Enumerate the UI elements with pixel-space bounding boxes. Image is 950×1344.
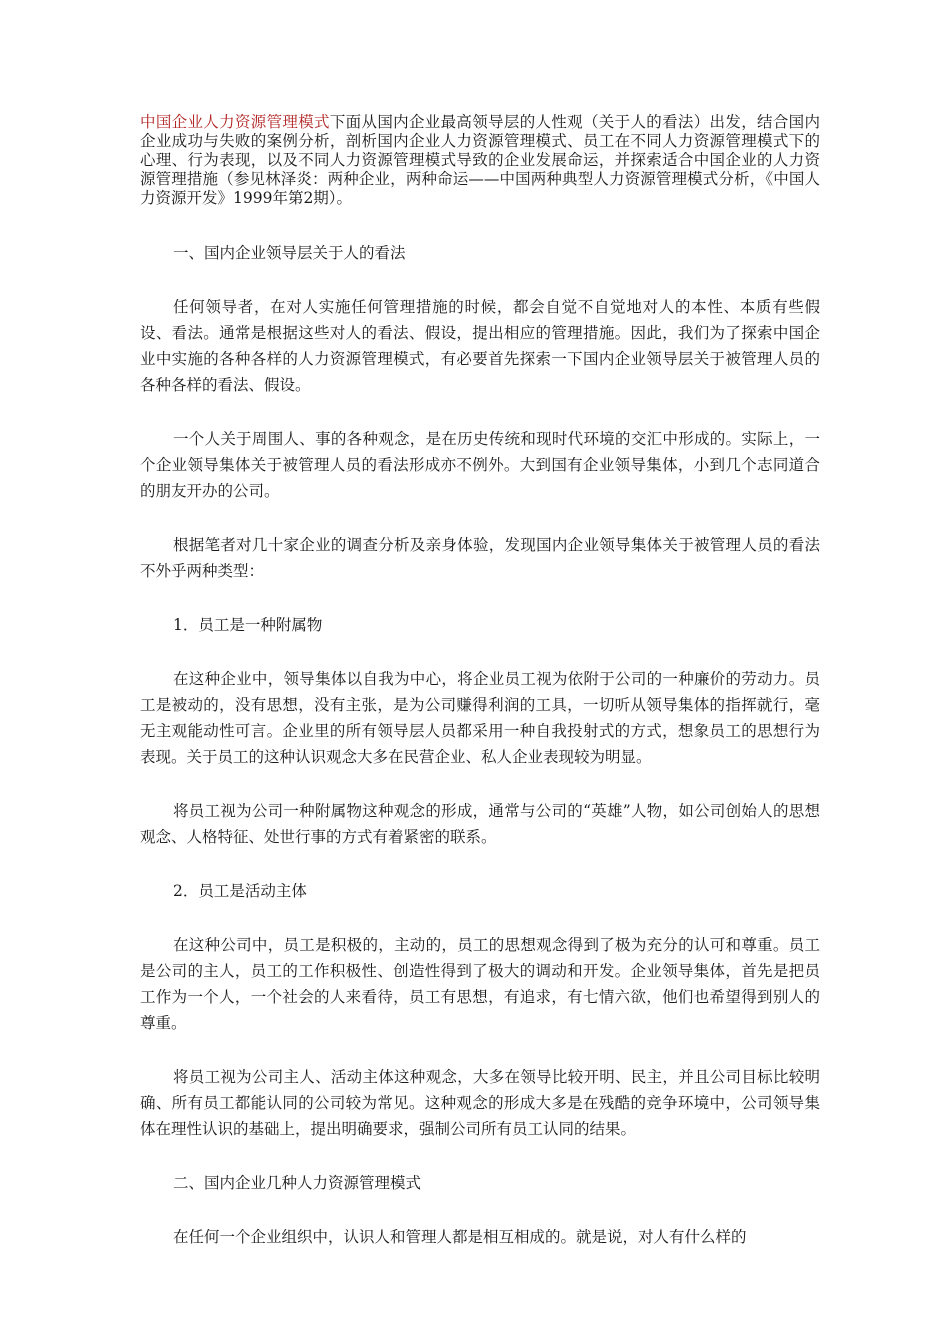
subsection2-paragraph-2: 将员工视为公司主人、活动主体这种观念，大多在领导比较开明、民主，并且公司目标比较明确、所有员工都能认同的公司较为常见。这种观念的形成大多是在残酷的竞争环境中，公司领导集体在理性认识的基础上，提出明确要求，强制公司所有员工认同的结果。 [140,1068,820,1138]
section1-paragraph-3: 根据笔者对几十家企业的调查分析及亲身体验，发现国内企业领导集体关于被管理人员的看法不外乎两种类型： [140,536,820,580]
subsection2-paragraph-1: 在这种公司中，员工是积极的，主动的，员工的思想观念得到了极为充分的认可和尊重。员工是公司的主人，员工的工作积极性、创造性得到了极大的调动和开发。企业领导集体，首先是把员工作为一个人，一个社会的人来看待，员工有思想，有追求，有七情六欲，他们也希望得到别人的尊重。 [140,936,820,1032]
section1-paragraph-1: 任何领导者，在对人实施任何管理措施的时候，都会自觉不自觉地对人的本性、本质有些假设、看法。通常是根据这些对人的看法、假设，提出相应的管理措施。因此，我们为了探索中国企业中实施的各种各样的人力资源管理模式，有必要首先探索一下国内企业领导层关于被管理人员的各种各样的看法、假设。 [140,298,820,394]
subsection1-paragraph-2: 将员工视为公司一种附属物这种观念的形成，通常与公司的“英雄”人物，如公司创始人的思想观念、人格特征、处世行事的方式有着紧密的联系。 [140,802,820,846]
subsection2-heading: 2．员工是活动主体 [173,882,307,900]
section1-heading: 一、国内企业领导层关于人的看法 [173,244,406,262]
section2-paragraph-1: 在任何一个企业组织中，认识人和管理人都是相互相成的。就是说，对人有什么样的 [173,1228,747,1246]
section1-paragraph-2: 一个人关于周围人、事的各种观念，是在历史传统和现时代环境的交汇中形成的。实际上，一个企业领导集体关于被管理人员的看法形成亦不例外。大到国有企业领导集体，小到几个志同道合的朋友开办的公司。 [140,430,820,500]
title-link[interactable]: 中国企业人力资源管理模式 [140,113,330,131]
subsection1-paragraph-1: 在这种企业中，领导集体以自我为中心，将企业员工视为依附于公司的一种廉价的劳动力。员工是被动的，没有思想，没有主张，是为公司赚得利润的工具，一切听从领导集体的指挥就行，毫无主观能动性可言。企业里的所有领导层人员都采用一种自我投射式的方式，想象员工的思想行为表现。关于员工的这种认识观念大多在民营企业、私人企业表现较为明显。 [140,670,820,766]
document-page [140,113,820,1278]
subsection1-heading: 1．员工是一种附属物 [173,616,323,634]
intro-text: 下面从国内企业最高领导层的人性观（关于人的看法）出发，结合国内企业成功与失败的案例分析，剖析国内企业人力资源管理模式、员工在不同人力资源管理模式下的心理、行为表现，以及不同人力资源管理模式导致的企业发展命运，并探索适合中国企业的人力资源管理措施（参见林泽炎：两种企业，两种命运——中国两种典型人力资源管理模式分析，《中国人力资源开发》1999年第2期）。 [140,113,820,207]
intro-paragraph [140,113,820,208]
section2-heading: 二、国内企业几种人力资源管理模式 [173,1174,422,1192]
